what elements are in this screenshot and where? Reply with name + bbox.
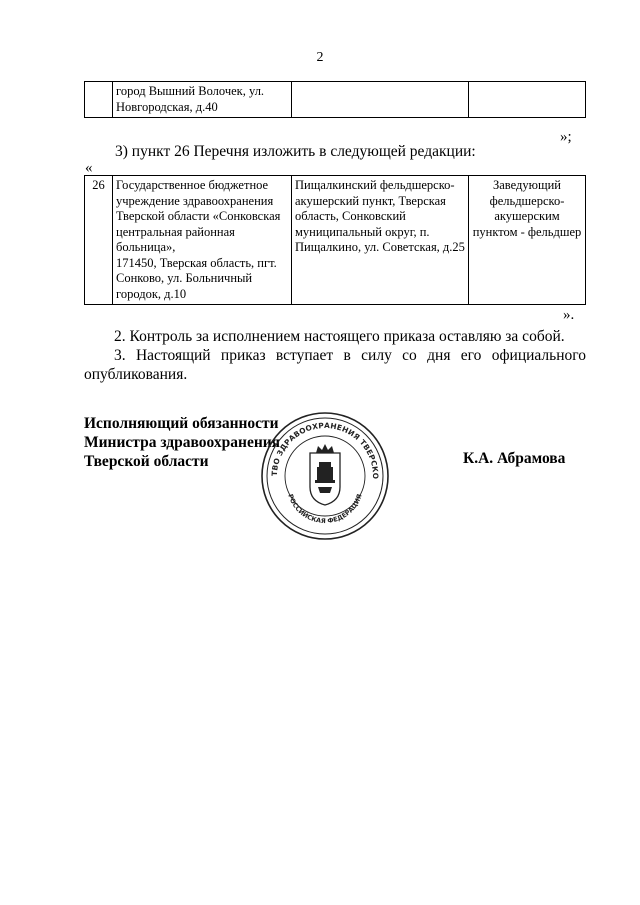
table-cell-organization [113, 176, 292, 305]
signatory-title-line1: Исполняющий обязанности [84, 415, 279, 432]
paragraph-item-3 [84, 346, 586, 384]
table-item-26 [84, 175, 586, 305]
coat-of-arms-icon [310, 444, 340, 505]
seal-outer-text: ТВО ЗДРАВООХРАНЕНИЯ ТВЕРСКО [269, 420, 381, 480]
closing-quote-1: »; [560, 129, 572, 145]
signatory-title-line3: Тверской области [84, 453, 209, 470]
table-cell-organization: город Вышний Волочек, ул. Новгородская, д.40 [113, 82, 292, 118]
page-number: 2 [316, 50, 324, 65]
table-cell-position [469, 82, 586, 118]
table-cell-num: 26 [85, 176, 113, 305]
signatory-title-line2: Министра здравоохранения [84, 434, 281, 451]
organization-name: Государственное бюджетное учреждение здравоохранения Тверской области «Сонковская центральная районная больница», [116, 178, 281, 254]
paragraph-item-2: 2. Контроль за исполнением настоящего приказа оставляю за собой. [114, 328, 565, 345]
opening-quote-2: « [85, 160, 93, 176]
paragraph-item-3-line1: 3. Настоящий приказ вступает в силу со дня его официального [114, 347, 586, 364]
closing-quote-2: ». [563, 307, 575, 323]
organization-address: 171450, Тверская область, пгт. Сонково, ул. Больничный городок, д.10 [116, 255, 277, 301]
paragraph-item-3-line2: опубликования. [84, 366, 188, 383]
table-top-continued [84, 81, 586, 118]
signatory-title [84, 414, 280, 471]
seal-icon [258, 409, 392, 543]
seal-bottom-text: РОССИЙСКАЯ ФЕДЕРАЦИЯ [286, 493, 364, 526]
official-seal [258, 409, 392, 543]
table-cell-position: Заведующий фельдшерско-акушерским пунктом - фельдшер [469, 176, 586, 305]
table-row [85, 82, 586, 118]
signatory-name: К.А. Абрамова [463, 450, 566, 467]
table-cell-place [292, 82, 469, 118]
svg-text:РОССИЙСКАЯ ФЕДЕРАЦИЯ [286, 493, 363, 525]
paragraph-3: 3) пункт 26 Перечня изложить в следующей редакции: [115, 143, 476, 160]
table-cell-place: Пищалкинский фельдшерско-акушерский пункт, Тверская область, Сонковский муниципальный округ, п. Пищалкино, ул. Советская, д.25 [292, 176, 469, 305]
table-cell-num [85, 82, 113, 118]
table-row [85, 176, 586, 305]
